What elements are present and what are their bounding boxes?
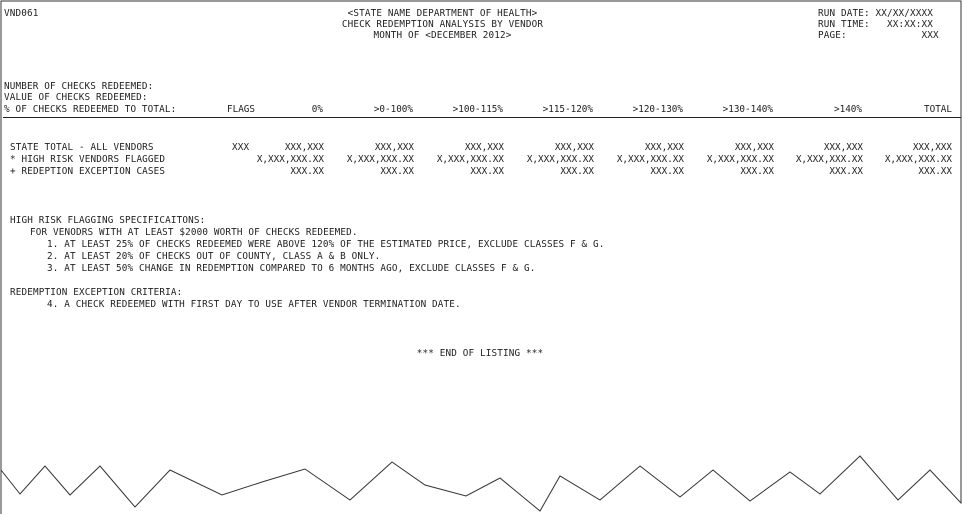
spec-item: 1. AT LEAST 25% OF CHECKS REDEEMED WERE ABOVE 120% OF THE ESTIMATED PRICE, EXCLUDE CLASSES F & G. bbox=[47, 239, 605, 250]
table-cell: XXX.XX bbox=[560, 166, 594, 177]
exception-item: 4. A CHECK REDEEMED WITH FIRST DAY TO USE AFTER VENDOR TERMINATION DATE. bbox=[47, 299, 461, 310]
table-cell: XXX,XXX bbox=[284, 142, 324, 153]
table-cell: X,XXX,XXX.XX bbox=[526, 154, 594, 165]
page-number: PAGE: XXX bbox=[818, 30, 939, 41]
spec-item: 3. AT LEAST 50% CHANGE IN REDEMPTION COMPARED TO 6 MONTHS AGO, EXCLUDE CLASSES F & G. bbox=[47, 263, 536, 274]
column-header-flags: FLAGS bbox=[227, 104, 255, 115]
table-cell: X,XXX,XXX.XX bbox=[884, 154, 952, 165]
run-date: RUN DATE: XX/XX/XXXX bbox=[818, 8, 933, 19]
table-cell: X,XXX,XXX.XX bbox=[616, 154, 684, 165]
table-cell: XXX.XX bbox=[918, 166, 952, 177]
header-rule bbox=[3, 117, 961, 118]
spec-item: 2. AT LEAST 20% OF CHECKS OUT OF COUNTY, CLASS A & B ONLY. bbox=[47, 251, 381, 262]
table-cell: XXX.XX bbox=[650, 166, 684, 177]
column-header-0pct: 0% bbox=[311, 104, 323, 115]
column-header-120-130: >120-130% bbox=[632, 104, 683, 115]
table-cell: X,XXX,XXX.XX bbox=[346, 154, 414, 165]
table-cell: XXX.XX bbox=[380, 166, 414, 177]
end-of-listing: *** END OF LISTING *** bbox=[416, 348, 544, 359]
table-cell: X,XXX,XXX.XX bbox=[256, 154, 324, 165]
table-cell: XXX.XX bbox=[290, 166, 324, 177]
spec-intro: FOR VENODRS WITH AT LEAST $2000 WORTH OF CHECKS REDEEMED. bbox=[30, 227, 358, 238]
value-redeemed-label: VALUE OF CHECKS REDEEMED: bbox=[4, 92, 148, 103]
report-title-line1: <STATE NAME DEPARTMENT OF HEALTH> bbox=[347, 8, 538, 19]
table-cell: XXX,XXX bbox=[823, 142, 863, 153]
column-header-0-100: >0-100% bbox=[373, 104, 413, 115]
table-cell: XXX.XX bbox=[829, 166, 863, 177]
spec-heading: HIGH RISK FLAGGING SPECIFICAITONS: bbox=[10, 215, 206, 226]
column-header-100-115: >100-115% bbox=[452, 104, 503, 115]
table-cell: X,XXX,XXX.XX bbox=[795, 154, 863, 165]
run-time: RUN TIME: XX:XX:XX bbox=[818, 19, 933, 30]
table-cell: XXX,XXX bbox=[464, 142, 504, 153]
table-cell: X,XXX,XXX.XX bbox=[436, 154, 504, 165]
row-label-high-risk: * HIGH RISK VENDORS FLAGGED bbox=[10, 154, 166, 165]
table-cell: XXX,XXX bbox=[734, 142, 774, 153]
table-cell: XXX,XXX bbox=[554, 142, 594, 153]
column-header-total: TOTAL bbox=[924, 104, 952, 115]
row-flags-state-total: XXX bbox=[232, 142, 250, 153]
table-cell: XXX.XX bbox=[470, 166, 504, 177]
pct-redeemed-label: % OF CHECKS REDEEMED TO TOTAL: bbox=[4, 104, 177, 115]
table-cell: XXX,XXX bbox=[912, 142, 952, 153]
exception-heading: REDEMPTION EXCEPTION CRITERIA: bbox=[10, 287, 183, 298]
table-cell: XXX.XX bbox=[740, 166, 774, 177]
row-label-exception: + REDEPTION EXCEPTION CASES bbox=[10, 166, 166, 177]
checks-redeemed-label: NUMBER OF CHECKS REDEEMED: bbox=[4, 81, 154, 92]
column-header-130-140: >130-140% bbox=[722, 104, 773, 115]
report-id: VND061 bbox=[4, 8, 39, 19]
report-title-line2: CHECK REDEMPTION ANALYSIS BY VENDOR bbox=[341, 19, 544, 30]
table-cell: X,XXX,XXX.XX bbox=[706, 154, 774, 165]
column-header-140: >140% bbox=[834, 104, 862, 115]
row-label-state-total: STATE TOTAL - ALL VENDORS bbox=[10, 142, 154, 153]
table-cell: XXX,XXX bbox=[374, 142, 414, 153]
column-header-115-120: >115-120% bbox=[542, 104, 593, 115]
report-title-line3: MONTH OF <DECEMBER 2012> bbox=[373, 30, 512, 41]
table-cell: XXX,XXX bbox=[644, 142, 684, 153]
